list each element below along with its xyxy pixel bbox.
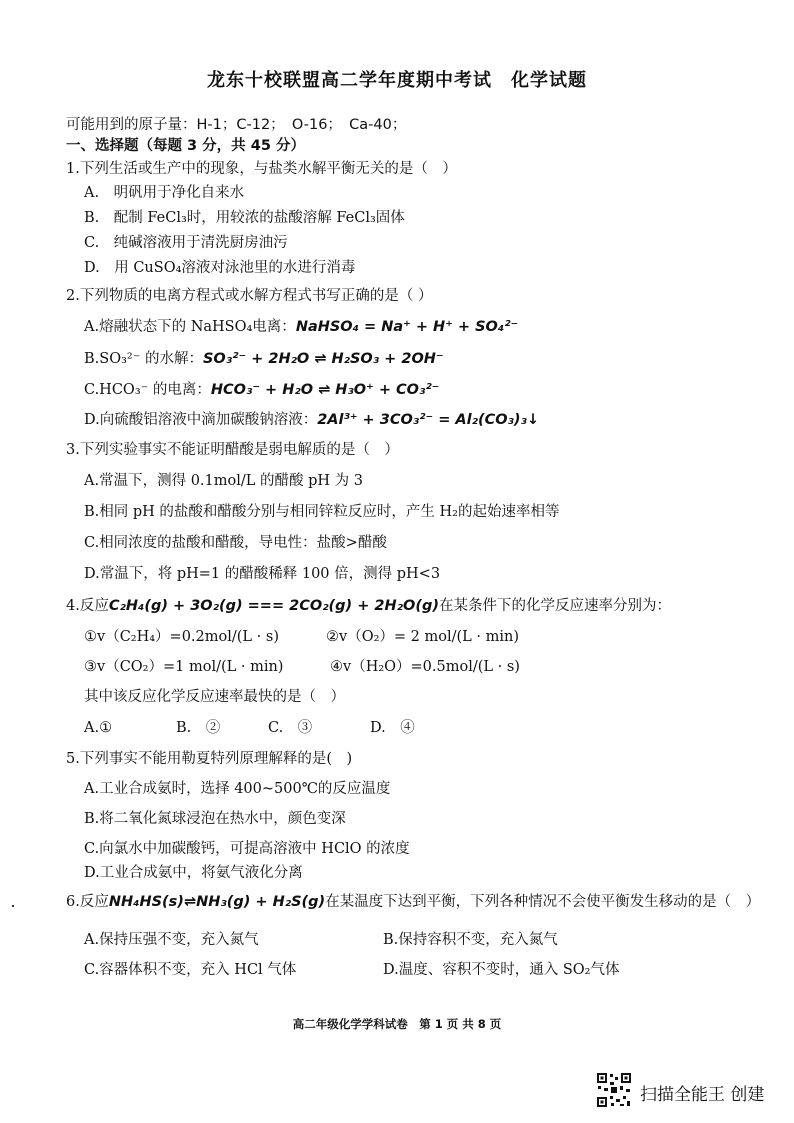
q3-stem: 3.下列实验事实不能证明醋酸是弱电解质的是（ ）: [66, 442, 399, 458]
qr-code-icon: [596, 1072, 632, 1108]
q2-option-d: [84, 411, 539, 429]
q2-option-a-text: A.熔融状态下的 NaHSO₄电离：: [84, 319, 296, 335]
q6-stem-post: 在某温度下达到平衡，下列各种情况不会使平衡发生移动的是（ ）: [325, 894, 761, 910]
q2-option-b-eq: SO₃²⁻ + 2H₂O ⇌ H₂SO₃ + 2OH⁻: [202, 351, 444, 367]
q5-option-b: B.将二氧化氮球浸泡在热水中，颜色变深: [84, 811, 346, 827]
q4-rate-3: ③v（CO₂）=1 mol/(L · min): [84, 659, 284, 675]
q3-option-a: A.常温下，测得 0.1mol/L 的醋酸 pH 为 3: [84, 473, 363, 489]
q4-rate-1: ①v（C₂H₄）=0.2mol/(L · s): [84, 629, 279, 645]
q4-option-b: B. ②: [176, 720, 221, 736]
q4-option-a: A.①: [84, 720, 113, 736]
q4-rate-2: ②v（O₂）= 2 mol/(L · min): [326, 629, 519, 645]
q4-stem-pre: 4.反应: [66, 598, 109, 614]
q1-option-d: D. 用 CuSO₄溶液对泳池里的水进行消毒: [84, 260, 356, 276]
q4-option-d: D. ④: [370, 720, 415, 736]
q2-option-c: [84, 381, 439, 399]
scanner-watermark: 扫描全能王 创建: [640, 1085, 765, 1105]
q5-option-c: C.向氯水中加碳酸钙，可提高溶液中 HClO 的浓度: [84, 841, 410, 857]
q1-option-a: A. 明矾用于净化自来水: [84, 185, 245, 201]
q5-stem: 5.下列事实不能用勒夏特列原理解释的是( ): [66, 751, 353, 767]
q2-option-a: [84, 318, 518, 336]
q2-option-c-text: C.HCO₃⁻ 的电离：: [84, 382, 211, 398]
q4-rate-4: ④v（H₂O）=0.5mol/(L · s): [330, 659, 520, 675]
q6-option-b: B.保持容积不变，充入氮气: [383, 932, 558, 948]
atomic-masses: 可能用到的原子量：H-1；C-12； O-16； Ca-40；: [66, 117, 407, 133]
q6-option-d: D.温度、容积不变时，通入 SO₂气体: [383, 962, 620, 978]
q2-option-c-eq: HCO₃⁻ + H₂O ⇌ H₃O⁺ + CO₃²⁻: [210, 382, 440, 398]
q1-stem: 1.下列生活或生产中的现象，与盐类水解平衡无关的是（ ）: [66, 161, 457, 177]
q3-option-d: D.常温下，将 pH=1 的醋酸稀释 100 倍，测得 pH<3: [84, 566, 441, 582]
q6-stem-pre: 6.反应: [66, 894, 109, 910]
q3-option-c: C.相同浓度的盐酸和醋酸，导电性：盐酸>醋酸: [84, 535, 387, 551]
q1-option-b: B. 配制 FeCl₃时，用较浓的盐酸溶解 FeCl₃固体: [84, 210, 405, 226]
q6-stem-eq: NH₄HS(s)⇌NH₃(g) + H₂S(g): [108, 894, 326, 910]
q6-option-c: C.容器体积不变，充入 HCl 气体: [84, 962, 297, 978]
q2-option-b: [84, 350, 444, 368]
q2-stem: 2.下列物质的电离方程式或水解方程式书写正确的是（ ）: [66, 288, 433, 304]
q4-stem-eq: C₂H₄(g) + 3O₂(g) === 2CO₂(g) + 2H₂O(g): [108, 598, 439, 614]
q5-option-a: A.工业合成氨时，选择 400~500℃的反应温度: [84, 781, 391, 797]
q4-option-c: C. ③: [268, 720, 313, 736]
exam-title: 龙东十校联盟高二学年度期中考试 化学试题: [207, 70, 587, 91]
q4-stem: [66, 597, 671, 615]
q2-option-d-text: D.向硫酸铝溶液中滴加碳酸钠溶液：: [84, 412, 318, 428]
q6-stem: [66, 893, 760, 911]
q2-option-a-eq: NaHSO₄ = Na⁺ + H⁺ + SO₄²⁻: [295, 319, 519, 335]
q5-option-d: D.工业合成氨中，将氨气液化分离: [84, 865, 303, 881]
q1-option-c: C. 纯碱溶液用于清洗厨房油污: [84, 235, 288, 251]
q6-option-a: A.保持压强不变，充入氮气: [84, 932, 259, 948]
q2-option-d-eq: 2Al³⁺ + 3CO₃²⁻ = Al₂(CO₃)₃↓: [317, 412, 540, 428]
q4-sub: 其中该反应化学反应速率最快的是（ ）: [84, 689, 345, 705]
scan-speck: [12, 905, 14, 907]
q4-stem-post: 在某条件下的化学反应速率分别为：: [438, 598, 671, 614]
section-heading: 一、选择题（每题 3 分，共 45 分）: [66, 138, 305, 154]
q2-option-b-text: B.SO₃²⁻ 的水解：: [84, 351, 203, 367]
q3-option-b: B.相同 pH 的盐酸和醋酸分别与相同锌粒反应时，产生 H₂的起始速率相等: [84, 504, 560, 520]
page-footer: 高二年级化学学科试卷 第 1 页 共 8 页: [292, 1017, 502, 1031]
